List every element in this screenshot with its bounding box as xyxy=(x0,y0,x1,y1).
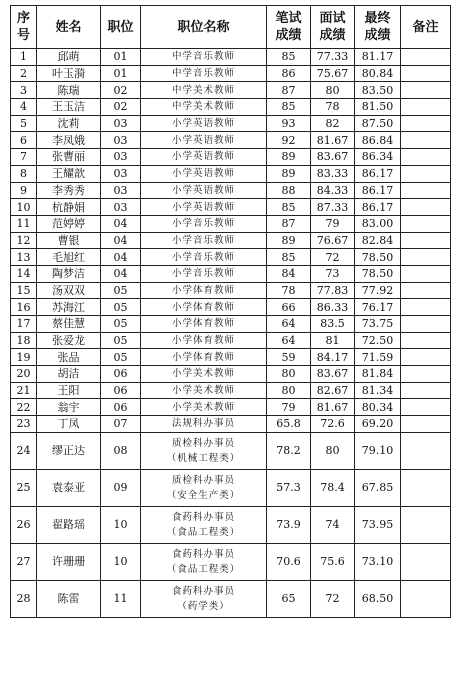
cell-name: 张曹丽 xyxy=(37,149,101,166)
cell-post: 01 xyxy=(101,65,141,82)
cell-interview: 84.33 xyxy=(311,182,355,199)
cell-interview: 77.33 xyxy=(311,49,355,66)
cell-post-name xyxy=(141,543,267,580)
cell-final: 83.00 xyxy=(355,215,401,232)
cell-remark xyxy=(401,149,451,166)
cell-post-name: 小学音乐教师 xyxy=(141,249,267,266)
cell-post: 04 xyxy=(101,232,141,249)
cell-remark xyxy=(401,299,451,316)
cell-remark xyxy=(401,543,451,580)
cell-final: 69.20 xyxy=(355,416,401,433)
table-row xyxy=(11,82,451,99)
cell-interview: 84.17 xyxy=(311,349,355,366)
cell-final: 87.50 xyxy=(355,115,401,132)
cell-interview: 80 xyxy=(311,82,355,99)
cell-written: 85 xyxy=(267,199,311,216)
table-row xyxy=(11,399,451,416)
cell-final: 67.85 xyxy=(355,469,401,506)
cell-name: 汤双双 xyxy=(37,282,101,299)
cell-seq: 19 xyxy=(11,349,37,366)
score-table xyxy=(10,5,451,618)
cell-name: 陈雷 xyxy=(37,580,101,617)
cell-final: 83.50 xyxy=(355,82,401,99)
cell-interview: 81.67 xyxy=(311,399,355,416)
cell-post-name: 小学体育教师 xyxy=(141,316,267,333)
header-interview: 面试成绩 xyxy=(311,6,355,49)
cell-seq: 16 xyxy=(11,299,37,316)
cell-name: 陶梦洁 xyxy=(37,265,101,282)
cell-post-name: 法规科办事员 xyxy=(141,416,267,433)
cell-post-name: 小学英语教师 xyxy=(141,199,267,216)
cell-final: 78.50 xyxy=(355,265,401,282)
cell-remark xyxy=(401,265,451,282)
cell-post-name xyxy=(141,580,267,617)
cell-written: 85 xyxy=(267,99,311,116)
cell-interview: 72 xyxy=(311,580,355,617)
cell-remark xyxy=(401,416,451,433)
cell-remark xyxy=(401,82,451,99)
cell-post-name: 小学体育教师 xyxy=(141,332,267,349)
cell-final: 81.34 xyxy=(355,382,401,399)
cell-final: 81.50 xyxy=(355,99,401,116)
cell-post: 05 xyxy=(101,349,141,366)
post-name-line-2: （食品工程类） xyxy=(166,526,241,538)
cell-written: 79 xyxy=(267,399,311,416)
header-row xyxy=(11,6,451,49)
cell-remark xyxy=(401,132,451,149)
cell-post-name: 中学音乐教师 xyxy=(141,65,267,82)
header-seq: 序号 xyxy=(11,6,37,49)
cell-written: 85 xyxy=(267,49,311,66)
cell-seq: 20 xyxy=(11,366,37,383)
cell-interview: 75.67 xyxy=(311,65,355,82)
cell-name: 王玉洁 xyxy=(37,99,101,116)
cell-final: 86.17 xyxy=(355,182,401,199)
cell-written: 88 xyxy=(267,182,311,199)
table-row xyxy=(11,99,451,116)
cell-post-name: 小学美术教师 xyxy=(141,366,267,383)
cell-post: 04 xyxy=(101,215,141,232)
post-name-line-1: 食药科办事员 xyxy=(171,585,235,597)
cell-interview: 83.67 xyxy=(311,149,355,166)
cell-interview: 83.33 xyxy=(311,165,355,182)
cell-final: 86.17 xyxy=(355,199,401,216)
cell-written: 78.2 xyxy=(267,432,311,469)
cell-final: 71.59 xyxy=(355,349,401,366)
cell-written: 65.8 xyxy=(267,416,311,433)
post-name-line-2: （安全生产类） xyxy=(166,489,241,501)
table-row xyxy=(11,366,451,383)
cell-post: 04 xyxy=(101,249,141,266)
cell-written: 59 xyxy=(267,349,311,366)
cell-seq: 10 xyxy=(11,199,37,216)
cell-remark xyxy=(401,469,451,506)
cell-post: 10 xyxy=(101,543,141,580)
cell-post-name: 小学英语教师 xyxy=(141,149,267,166)
table-row xyxy=(11,115,451,132)
cell-final: 86.34 xyxy=(355,149,401,166)
cell-final: 82.84 xyxy=(355,232,401,249)
cell-interview: 83.5 xyxy=(311,316,355,333)
cell-seq: 6 xyxy=(11,132,37,149)
table-row xyxy=(11,199,451,216)
cell-remark xyxy=(401,65,451,82)
cell-written: 93 xyxy=(267,115,311,132)
cell-interview: 79 xyxy=(311,215,355,232)
table-row xyxy=(11,49,451,66)
cell-remark xyxy=(401,399,451,416)
cell-name: 范婷婷 xyxy=(37,215,101,232)
cell-post-name xyxy=(141,469,267,506)
cell-remark xyxy=(401,282,451,299)
cell-post-name: 小学英语教师 xyxy=(141,132,267,149)
cell-written: 80 xyxy=(267,382,311,399)
table-row xyxy=(11,282,451,299)
cell-name: 杭静娟 xyxy=(37,199,101,216)
cell-name: 翁宇 xyxy=(37,399,101,416)
cell-remark xyxy=(401,382,451,399)
cell-interview: 80 xyxy=(311,432,355,469)
cell-post: 01 xyxy=(101,49,141,66)
cell-seq: 26 xyxy=(11,506,37,543)
cell-post: 06 xyxy=(101,366,141,383)
cell-remark xyxy=(401,249,451,266)
header-written: 笔试成绩 xyxy=(267,6,311,49)
table-row xyxy=(11,382,451,399)
cell-seq: 24 xyxy=(11,432,37,469)
cell-post: 10 xyxy=(101,506,141,543)
cell-written: 70.6 xyxy=(267,543,311,580)
cell-name: 陈瑞 xyxy=(37,82,101,99)
cell-post-name: 中学美术教师 xyxy=(141,82,267,99)
cell-interview: 77.83 xyxy=(311,282,355,299)
cell-remark xyxy=(401,506,451,543)
cell-interview: 73 xyxy=(311,265,355,282)
cell-seq: 28 xyxy=(11,580,37,617)
table-row xyxy=(11,215,451,232)
cell-name: 叶玉漪 xyxy=(37,65,101,82)
header-post: 职位 xyxy=(101,6,141,49)
cell-remark xyxy=(401,232,451,249)
cell-name: 张爱龙 xyxy=(37,332,101,349)
cell-remark xyxy=(401,580,451,617)
cell-post-name: 小学体育教师 xyxy=(141,349,267,366)
cell-interview: 78.4 xyxy=(311,469,355,506)
cell-name: 毛旭红 xyxy=(37,249,101,266)
cell-seq: 1 xyxy=(11,49,37,66)
cell-interview: 72.6 xyxy=(311,416,355,433)
cell-post: 03 xyxy=(101,149,141,166)
cell-interview: 87.33 xyxy=(311,199,355,216)
cell-post: 06 xyxy=(101,399,141,416)
cell-remark xyxy=(401,49,451,66)
cell-final: 76.17 xyxy=(355,299,401,316)
cell-final: 80.84 xyxy=(355,65,401,82)
cell-written: 85 xyxy=(267,249,311,266)
cell-written: 92 xyxy=(267,132,311,149)
table-row xyxy=(11,469,451,506)
cell-seq: 25 xyxy=(11,469,37,506)
cell-interview: 75.6 xyxy=(311,543,355,580)
cell-final: 80.34 xyxy=(355,399,401,416)
cell-post: 05 xyxy=(101,316,141,333)
cell-seq: 11 xyxy=(11,215,37,232)
cell-remark xyxy=(401,349,451,366)
cell-remark xyxy=(401,432,451,469)
post-name-line-1: 食药科办事员 xyxy=(171,511,235,523)
cell-post-name: 中学音乐教师 xyxy=(141,49,267,66)
table-row xyxy=(11,265,451,282)
cell-final: 73.10 xyxy=(355,543,401,580)
cell-written: 66 xyxy=(267,299,311,316)
cell-post-name: 小学体育教师 xyxy=(141,299,267,316)
cell-remark xyxy=(401,99,451,116)
post-name-line-2: （药学类） xyxy=(177,600,230,612)
cell-name: 沈莉 xyxy=(37,115,101,132)
cell-interview: 82 xyxy=(311,115,355,132)
cell-name: 缪正达 xyxy=(37,432,101,469)
cell-post: 03 xyxy=(101,165,141,182)
table-row xyxy=(11,580,451,617)
cell-interview: 72 xyxy=(311,249,355,266)
post-name-line-1: 质检科办事员 xyxy=(171,474,235,486)
cell-final: 81.84 xyxy=(355,366,401,383)
cell-name: 王耀歆 xyxy=(37,165,101,182)
cell-post: 03 xyxy=(101,132,141,149)
cell-interview: 78 xyxy=(311,99,355,116)
table-row xyxy=(11,349,451,366)
cell-post-name: 小学美术教师 xyxy=(141,399,267,416)
cell-post: 05 xyxy=(101,332,141,349)
cell-post: 03 xyxy=(101,115,141,132)
table-row xyxy=(11,299,451,316)
table-row xyxy=(11,432,451,469)
table-row xyxy=(11,232,451,249)
cell-post-name: 小学音乐教师 xyxy=(141,265,267,282)
table-row xyxy=(11,165,451,182)
cell-interview: 76.67 xyxy=(311,232,355,249)
cell-interview: 86.33 xyxy=(311,299,355,316)
cell-written: 64 xyxy=(267,332,311,349)
table-row xyxy=(11,65,451,82)
cell-remark xyxy=(401,115,451,132)
cell-name: 蔡佳慧 xyxy=(37,316,101,333)
cell-post: 06 xyxy=(101,382,141,399)
cell-post: 07 xyxy=(101,416,141,433)
header-post-name: 职位名称 xyxy=(141,6,267,49)
cell-written: 65 xyxy=(267,580,311,617)
cell-post-name: 小学英语教师 xyxy=(141,115,267,132)
cell-seq: 18 xyxy=(11,332,37,349)
cell-seq: 21 xyxy=(11,382,37,399)
header-remark: 备注 xyxy=(401,6,451,49)
cell-post-name: 中学美术教师 xyxy=(141,99,267,116)
cell-written: 80 xyxy=(267,366,311,383)
cell-final: 78.50 xyxy=(355,249,401,266)
table-row xyxy=(11,416,451,433)
cell-name: 胡洁 xyxy=(37,366,101,383)
cell-interview: 82.67 xyxy=(311,382,355,399)
cell-seq: 23 xyxy=(11,416,37,433)
cell-seq: 3 xyxy=(11,82,37,99)
table-row xyxy=(11,149,451,166)
cell-written: 57.3 xyxy=(267,469,311,506)
table-row xyxy=(11,506,451,543)
cell-interview: 83.67 xyxy=(311,366,355,383)
cell-seq: 15 xyxy=(11,282,37,299)
cell-seq: 22 xyxy=(11,399,37,416)
cell-interview: 74 xyxy=(311,506,355,543)
cell-post: 11 xyxy=(101,580,141,617)
cell-written: 87 xyxy=(267,215,311,232)
cell-final: 86.84 xyxy=(355,132,401,149)
cell-written: 89 xyxy=(267,232,311,249)
cell-final: 77.92 xyxy=(355,282,401,299)
cell-remark xyxy=(401,215,451,232)
cell-post-name: 小学音乐教师 xyxy=(141,232,267,249)
cell-name: 苏海江 xyxy=(37,299,101,316)
table-row xyxy=(11,249,451,266)
post-name-line-1: 食药科办事员 xyxy=(171,548,235,560)
cell-post-name: 小学音乐教师 xyxy=(141,215,267,232)
cell-written: 73.9 xyxy=(267,506,311,543)
post-name-line-2: （食品工程类） xyxy=(166,563,241,575)
cell-post-name xyxy=(141,506,267,543)
cell-written: 78 xyxy=(267,282,311,299)
cell-final: 86.17 xyxy=(355,165,401,182)
cell-post: 05 xyxy=(101,282,141,299)
cell-seq: 2 xyxy=(11,65,37,82)
cell-written: 86 xyxy=(267,65,311,82)
cell-post: 03 xyxy=(101,182,141,199)
cell-name: 曹银 xyxy=(37,232,101,249)
cell-post-name: 小学英语教师 xyxy=(141,165,267,182)
cell-written: 89 xyxy=(267,149,311,166)
cell-name: 李凤娥 xyxy=(37,132,101,149)
cell-name: 许珊珊 xyxy=(37,543,101,580)
cell-remark xyxy=(401,199,451,216)
table-row xyxy=(11,132,451,149)
cell-interview: 81.67 xyxy=(311,132,355,149)
cell-final: 68.50 xyxy=(355,580,401,617)
cell-seq: 14 xyxy=(11,265,37,282)
cell-name: 李秀秀 xyxy=(37,182,101,199)
post-name-line-2: （机械工程类） xyxy=(166,452,241,464)
cell-name: 张品 xyxy=(37,349,101,366)
header-final: 最终成绩 xyxy=(355,6,401,49)
cell-post: 04 xyxy=(101,265,141,282)
cell-remark xyxy=(401,165,451,182)
cell-post: 03 xyxy=(101,199,141,216)
cell-final: 73.95 xyxy=(355,506,401,543)
cell-seq: 8 xyxy=(11,165,37,182)
cell-written: 89 xyxy=(267,165,311,182)
header-name: 姓名 xyxy=(37,6,101,49)
cell-post-name: 小学体育教师 xyxy=(141,282,267,299)
cell-seq: 27 xyxy=(11,543,37,580)
cell-final: 81.17 xyxy=(355,49,401,66)
cell-remark xyxy=(401,182,451,199)
cell-remark xyxy=(401,332,451,349)
cell-name: 王阳 xyxy=(37,382,101,399)
cell-written: 64 xyxy=(267,316,311,333)
cell-post-name: 小学美术教师 xyxy=(141,382,267,399)
cell-seq: 9 xyxy=(11,182,37,199)
cell-name: 袁泰亚 xyxy=(37,469,101,506)
cell-written: 84 xyxy=(267,265,311,282)
cell-seq: 12 xyxy=(11,232,37,249)
cell-name: 邱萌 xyxy=(37,49,101,66)
cell-final: 72.50 xyxy=(355,332,401,349)
cell-post: 02 xyxy=(101,99,141,116)
cell-post-name xyxy=(141,432,267,469)
cell-seq: 7 xyxy=(11,149,37,166)
table-row xyxy=(11,332,451,349)
cell-final: 73.75 xyxy=(355,316,401,333)
cell-name: 翟路瑶 xyxy=(37,506,101,543)
cell-written: 87 xyxy=(267,82,311,99)
table-row xyxy=(11,182,451,199)
cell-seq: 17 xyxy=(11,316,37,333)
cell-remark xyxy=(401,366,451,383)
cell-post: 05 xyxy=(101,299,141,316)
cell-remark xyxy=(401,316,451,333)
cell-seq: 5 xyxy=(11,115,37,132)
cell-post: 08 xyxy=(101,432,141,469)
table-row xyxy=(11,543,451,580)
cell-seq: 13 xyxy=(11,249,37,266)
cell-interview: 81 xyxy=(311,332,355,349)
cell-name: 丁凤 xyxy=(37,416,101,433)
cell-post: 02 xyxy=(101,82,141,99)
cell-post: 09 xyxy=(101,469,141,506)
cell-seq: 4 xyxy=(11,99,37,116)
cell-post-name: 小学英语教师 xyxy=(141,182,267,199)
cell-final: 79.10 xyxy=(355,432,401,469)
post-name-line-1: 质检科办事员 xyxy=(171,437,235,449)
table-row xyxy=(11,316,451,333)
